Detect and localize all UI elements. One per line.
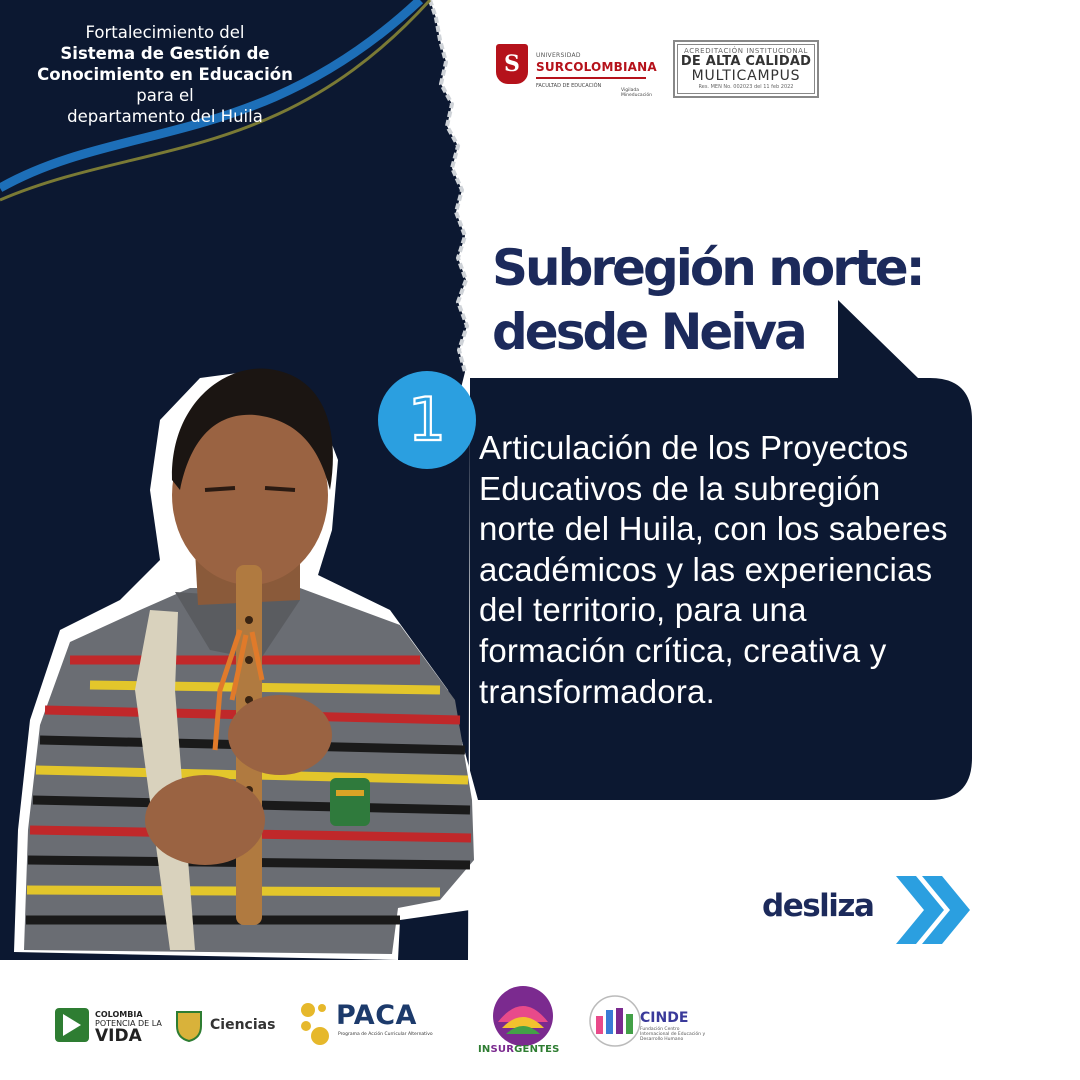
insurgentes-circle-icon <box>484 982 562 1046</box>
insurgentes-label <box>478 1044 560 1055</box>
shield-logo-icon: S <box>496 44 528 84</box>
insurgentes-pre: IN <box>478 1044 491 1055</box>
sponsor-footer <box>0 960 1080 1080</box>
header-line-end: departamento del Huila <box>67 107 263 126</box>
paca-dots-icon <box>298 1000 332 1046</box>
accreditation-line4: Res. MEN No. 002023 del 11 feb 2022 <box>698 84 794 90</box>
item-description: Articulación de los Proyectos Educativos de la subregión norte del Huila, con los saberes académicos y las experiencias del territorio, para una formación crítica, creativa y transformadora. <box>479 429 948 710</box>
flute-player-photo <box>0 360 490 960</box>
ciencias-label: Ciencias <box>210 1017 276 1033</box>
coat-of-arms-icon <box>174 1008 204 1042</box>
header-line-mid: para el <box>136 86 194 105</box>
insurgentes-post: GENTES <box>514 1044 560 1055</box>
colombia-vida: VIDA <box>95 1026 142 1046</box>
accreditation-line1: ACREDITACIÓN INSTITUCIONAL <box>683 47 809 55</box>
cinde-label: CINDE <box>640 1010 689 1026</box>
title-line2: desde Neiva <box>492 303 805 361</box>
swipe-label[interactable]: desliza <box>762 888 874 924</box>
usco-small-text: UNIVERSIDAD <box>536 52 581 59</box>
colombia-flag-icon <box>55 1008 89 1042</box>
header-bold-part: Sistema de Gestión de Conocimiento en Educación <box>37 44 293 84</box>
page-title <box>492 236 952 364</box>
paca-sub: Programa de Acción Curricular Alternativo <box>338 1032 433 1037</box>
title-line1: Subregión norte: <box>492 239 923 297</box>
colombia-line1: COLOMBIA <box>95 1010 143 1019</box>
usco-vigilada: Vigilada Mineducación <box>621 88 653 98</box>
header-line1: Fortalecimiento del <box>85 23 245 42</box>
accreditation-line3: MULTICAMPUS <box>691 68 801 84</box>
cinde-people-icon <box>588 994 646 1048</box>
double-chevron-right-icon[interactable] <box>892 872 972 948</box>
usco-faculty: FACULTAD DE EDUCACIÓN <box>536 83 602 89</box>
insurgentes-mid: SUR <box>490 1044 515 1055</box>
cinde-sub: Fundación Centro Internacional de Educación y Desarrollo Humano <box>640 1027 706 1042</box>
badge-number: 1 <box>407 385 447 455</box>
usco-name: SURCOLOMBIANA <box>536 60 657 74</box>
accreditation-line2: DE ALTA CALIDAD <box>680 54 812 69</box>
paca-label: PACA <box>336 1000 417 1031</box>
colombia-line2: POTENCIA DE LA <box>95 1019 162 1028</box>
